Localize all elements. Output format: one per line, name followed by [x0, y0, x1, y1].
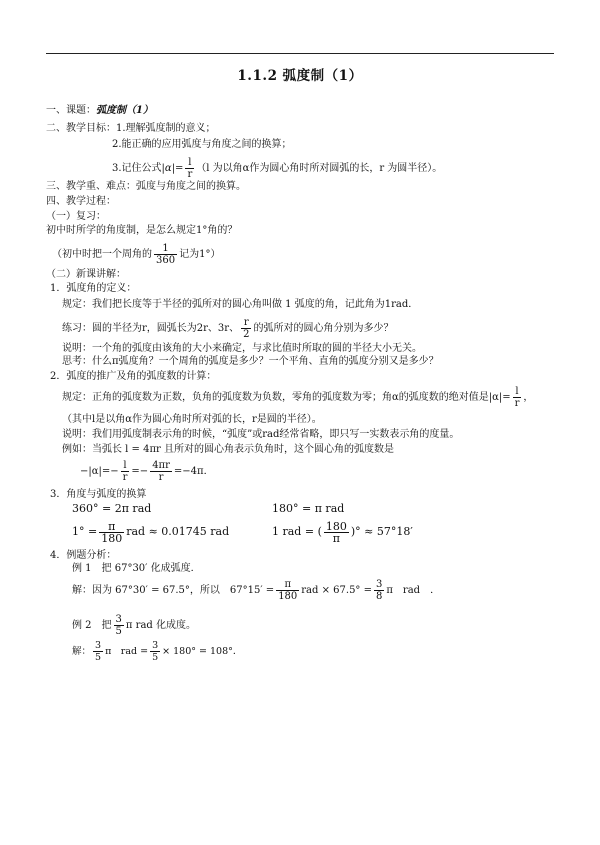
example-line: 例如：当弧长 l = 4πr 且所对的圆心角表示负角时，这个圆心角的弧度数是 [62, 444, 395, 455]
example-equation: −|α|=− $\frac{l}{r}$ =− $\frac{4\pi r}{r}$ =−4π． [80, 460, 214, 483]
topic-text: 弧度制（1） [96, 105, 153, 116]
section-process: 四、教学过程： [46, 196, 116, 207]
conversion-4: 1 rad = ( $\frac{180}{\pi}$ )° ≈ 57°18′ [272, 519, 413, 545]
example-1-solution: 解：因为 67°30′ = 67.5°，所以 67°15′ = $\frac{\pi}{180}$ rad × 67.5° = $\frac{3}{8}$ π rad ． [72, 579, 441, 602]
review-heading: （一）复习： [46, 211, 106, 222]
header-rule [46, 53, 554, 54]
page-title: 1.1.2 弧度制（1） [237, 68, 363, 84]
review-answer: （初中时把一个周角的 $\frac{1}{360}$ 记为1°） [52, 243, 221, 266]
think: 思考：什么π弧度角？一个周角的弧度是多少？一个平角、直角的弧度分别又是多少？ [62, 356, 439, 367]
conversion-2: 180° = π rad [272, 502, 345, 515]
heading-3: 3．角度与弧度的换算 [50, 489, 147, 500]
extension-note: （其中l是以角α作为圆心角时所对弧的长，r是圆的半径）。 [62, 414, 322, 425]
explanation: 说明：我们用弧度制表示角的时候，“弧度”或rad经常省略，即只写一实数表示角的度量。 [62, 429, 460, 440]
extension-rule: 规定：正角的弧度数为正数，负角的弧度数为负数，零角的弧度数为零；角α的弧度数的绝对值是|α|= $\frac{l}{r}$ ， [62, 386, 534, 409]
section-topic: 一、课题：弧度制（1） [46, 105, 153, 116]
goal-1: 1.理解弧度制的意义； [116, 123, 216, 134]
note: 说明：一个角的弧度由该角的大小来确定，与求比值时所取的圆的半径大小无关。 [62, 343, 422, 354]
example-2-title: 例 2 把 $\frac{3}{5}$ π rad 化成度。 [72, 614, 196, 637]
heading-4: 4．例题分析： [50, 550, 117, 561]
heading-2: 2．弧度的推广及角的弧度数的计算： [50, 371, 217, 382]
goal-3: 3.记住公式|α|= $\frac{l}{r}$ （l 为以角α作为圆心角时所对圆弧的长，r 为圆半径）。 [112, 157, 443, 180]
review-question: 初中时所学的角度制，是怎么规定1°角的？ [46, 225, 238, 236]
conversion-1: 360° = 2π rad [72, 502, 152, 515]
formula-fraction: $\frac{l}{r}$ [187, 157, 193, 180]
new-lesson-heading: （二）新课讲解： [46, 269, 126, 280]
section-keypoints: 三、教学重、难点：弧度与角度之间的换算。 [46, 181, 246, 192]
heading-1: 1．弧度角的定义： [50, 283, 137, 294]
section-goals: 二、教学目标：1.理解弧度制的意义； [46, 123, 216, 134]
conversion-3: 1° = $\frac{\pi}{180}$ rad ≈ 0.01745 rad [72, 519, 230, 545]
example-1-title: 例 1 把 67°30′ 化成弧度． [72, 563, 201, 574]
radian-definition: 规定：我们把长度等于半径的弧所对的圆心角叫做 1 弧度的角，记此角为1rad． [62, 299, 419, 310]
exercise: 练习：圆的半径为r，圆弧长为2r、3r、 $\frac{r}{2}$ 的弧所对的圆心角分别为多少？ [62, 317, 394, 340]
goal-2: 2.能正确的应用弧度与角度之间的换算； [112, 139, 292, 150]
example-2-solution: 解： $\frac{3}{5}$ π rad = $\frac{3}{5}$ × 180° = 108°． [72, 640, 243, 663]
